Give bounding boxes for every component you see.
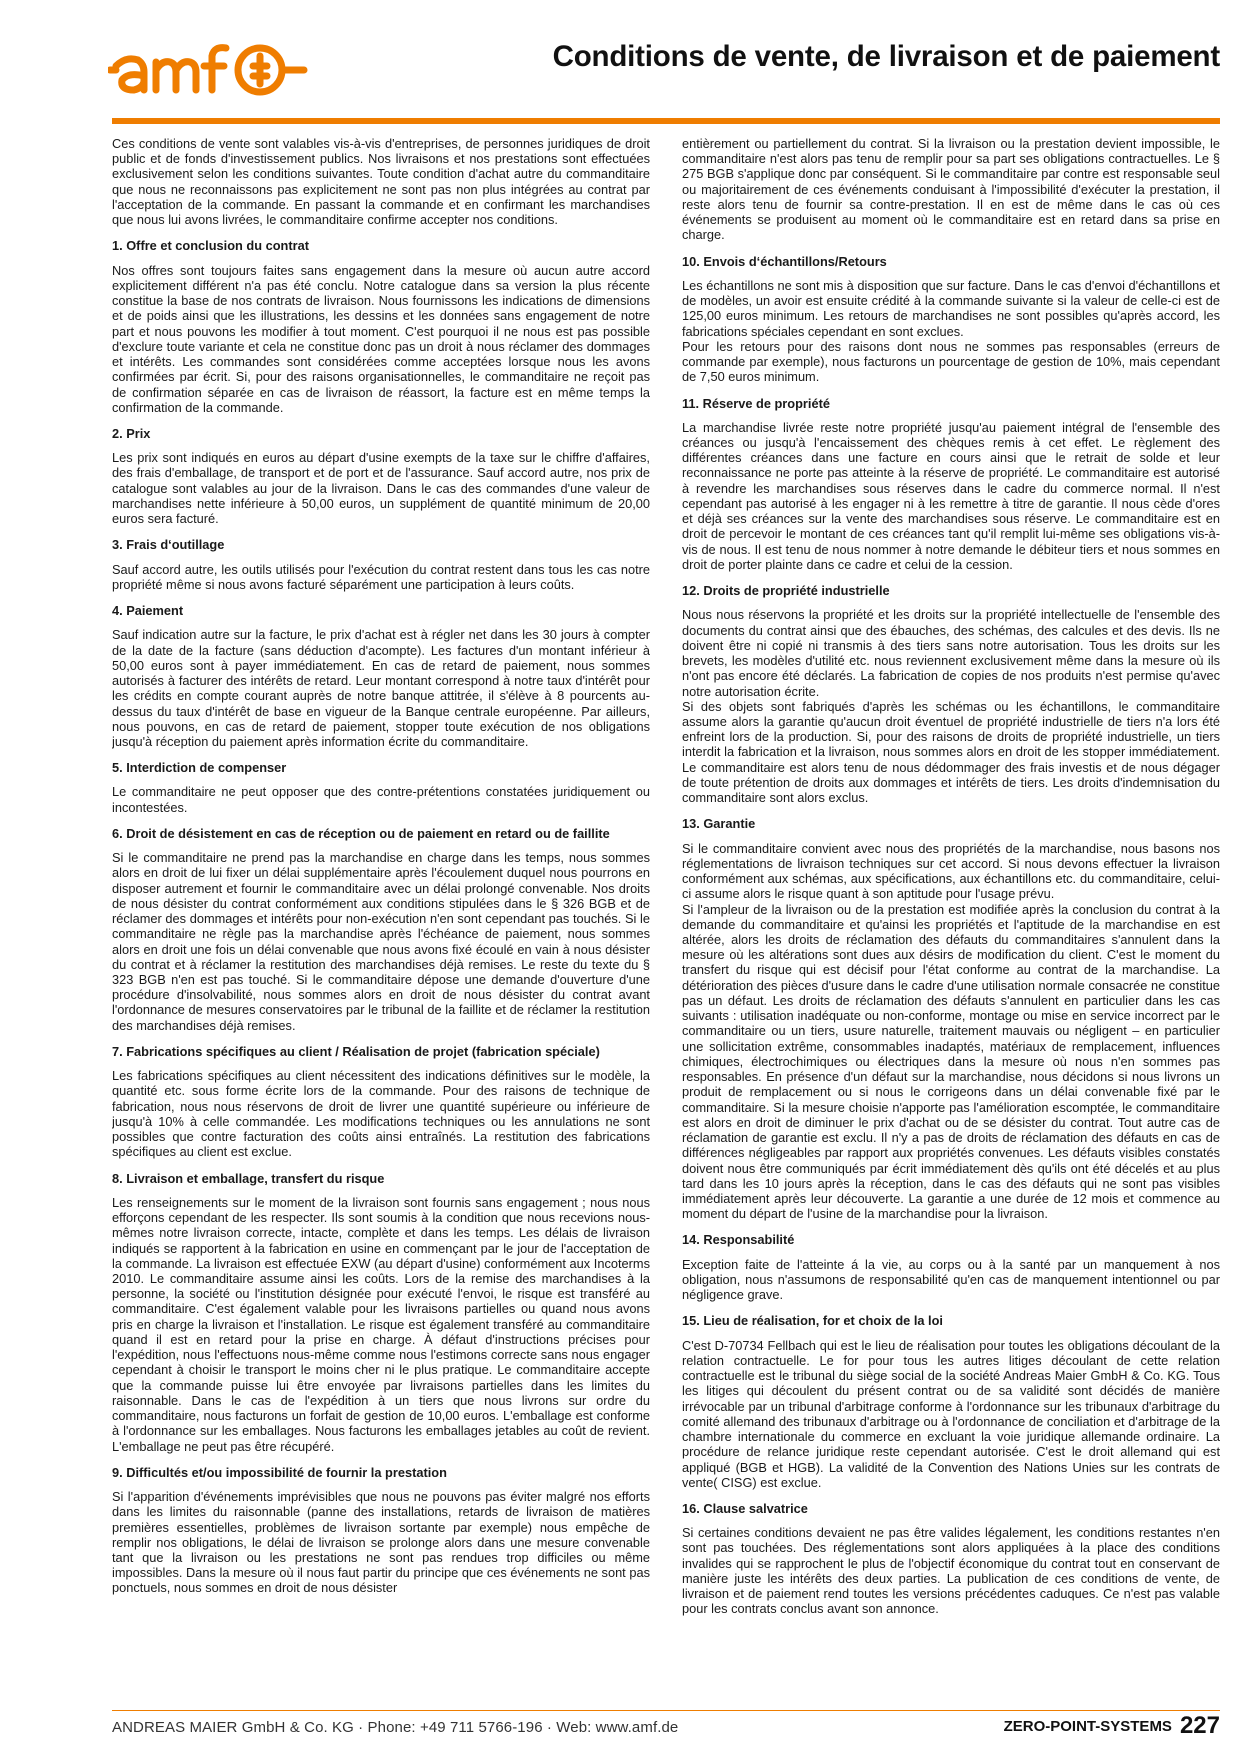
- section-paragraph: Les fabrications spécifiques au client nécessitent des indications définitives sur le modèle, la quantité etc. sous forme écrite lors de la commande. Pour des raisons de technique de fabrication, nous nous réservons de droit de livrer une quantité supérieure ou inférieure de jusqu'à 10% à celle commandée. Les modifications techniques ou les annulations ne sont possibles que contre facturation des coûts ainsi entraînés. La restitution des fabrications spécifiques au client est exclue.: [112, 1068, 650, 1160]
- section-paragraph: Sauf indication autre sur la facture, le prix d'achat est à régler net dans les 30 jours à compter de la date de la facture (sans déduction d'acompte). Les factures d'un montant inférieur à 50,00 euros sont à payer immédiatement. En cas de retard de paiement, nous sommes autorisés à facturer des intérêts de retard. Leur montant correspond à notre taux d'intérêt pour les crédits en compte courant auprès de notre banque attitrée, il s'élève à 8 pourcents au-dessus du taux d'intérêt de base en vigueur de la Banque centrale européenne. Par ailleurs, nous pouvons, en cas de retard de paiement, stopper toute exécution de nos obligations jusqu'à réception du paiement après information écrite du commanditaire.: [112, 627, 650, 749]
- section-paragraph: La marchandise livrée reste notre propriété jusqu'au paiement intégral de l'ensemble des créances ou jusqu'à l'encaissement des chèques remis à cet effet. Le règlement des différentes créances dans une facture en cours ainsi que le retrait de solde et leur reconnaissance ne porte pas atteinte à la réserve de propriété. Le commanditaire est autorisé à revendre les marchandises sous réserves dans le cadre du commerce normal. Il n'est cependant pas autorisé à les engager ni à les remettre à titre de garantie. Il nous cède d'ores et déjà ses créances sur la vente des marchandises sous réserve. Le commanditaire est en droit de percevoir le montant de ces créances tant qu'il remplit lui-même ses obligations vis-à-vis de nous. Il est tenu de nous nommer à notre demande le débiteur tiers et nous sommes en droit de porter plainte dans ce cadre et celui de la cession.: [682, 419, 1220, 572]
- brand-name: ZERO-POINT-SYSTEMS: [1003, 1718, 1172, 1735]
- section-paragraph: Exception faite de l'atteinte á la vie, au corps ou à la santé par un manquement à nos obligation, nous n'assumons de responsabilité qu'en cas de manquement intentionnel ou par négligence grave.: [682, 1256, 1220, 1303]
- section-paragraph: Si l'apparition d'événements imprévisibles que nous ne pouvons pas éviter malgré nos efforts dans les limites du raisonnable (panne des installations, retards de livraison de matières premières essentielles, problèmes de livraison sortante par exemple) nous empêche de remplir nos obligations, le délai de livraison se prolonge alors dans une mesure convenable tant que la livraison ou les prestations ne sont pas rendues trop difficiles ou même impossibles. Dans la mesure où il nous faut partir du principe que ces événements ne sont pas ponctuels, nous sommes en droit de nous désister: [112, 1489, 650, 1596]
- section-paragraph: Pour les retours pour des raisons dont nous ne sommes pas responsables (erreurs de commande par exemple), nous facturons un pourcentage de gestion de 10%, mais cependant de 7,50 euros minimum.: [682, 338, 1220, 385]
- section-paragraph: Les renseignements sur le moment de la livraison sont fournis sans engagement ; nous nous efforçons cependant de les respecter. Ils sont soumis à la condition que nous recevions nous-mêmes notre livraison correcte, intacte, complète et dans les temps. Les délais de livraison indiqués se rapportent à la fabrication en usine en commençant par le jour de l'acceptation de la commande. La livraison est effectuée EXW (au départ d'usine) conformément aux Incoterms 2010. Le commanditaire assume ainsi les coûts. Lors de la remise des marchandises à la personne, la société ou l'institution désignée pour exécuté l'envoi, le risque est transféré au commanditaire. C'est également valable pour les livraisons partielles ou quand nous avons pris en charge la livraison et l'installation. Le risque est également transféré au commanditaire quand il est en retard pour la prise en charge. À défaut d'instructions précises pour l'expédition, nous l'effectuons nous-même comme nous l'estimons correcte sans nous engager cependant à choisir le transport le moins cher ni le plus pratique. Le commanditaire accepte que la commande puisse lui être envoyée par livraisons partielles dans les limites du raisonnable. Dans le cas de l'expédition à un tiers que nous livrons sur ordre du commanditaire, nous facturons un forfait de gestion de 10,00 euros. L'emballage est conforme à l'ordonnance sur les emballages. Nous facturons les emballages jetables au coût de revient. L'emballage ne peut pas être récupéré.: [112, 1194, 650, 1454]
- right-column: [682, 136, 1220, 1690]
- section-heading: 3. Frais d‘outillage: [112, 537, 225, 553]
- page-number: 227: [1179, 1712, 1220, 1739]
- section-paragraph: Nos offres sont toujours faites sans engagement dans la mesure où aucun autre accord explicitement différent n'a pas été conclu. Notre catalogue dans sa version la plus récente constitue la base de nos contrats de livraison. Nous fournissons les indications de dimensions et de poids ainsi que les illustrations, les dessins et les données sans engagement de notre part et nous pouvons les modifier à tout moment. C'est pourquoi il ne nous est pas possible d'exclure toute variante et cela ne constitue donc pas un droit à nous réclamer des dommages et intérêts. Les commandes sont considérées comme acceptées lorsque nous les avons confirmées par écrit. Si, pour des raisons organisationnelles, le commanditaire ne reçoit pas de confirmation séparée en cas de livraison de réassort, la facture est en même temps la confirmation de la commande.: [112, 262, 650, 415]
- section-heading: 16. Clause salvatrice: [682, 1500, 808, 1516]
- section-heading: 9. Difficultés et/ou impossibilité de fournir la prestation: [112, 1464, 447, 1480]
- section-heading: 11. Réserve de propriété: [682, 395, 830, 411]
- amf-logo: [108, 38, 308, 102]
- section-paragraph: Si le commanditaire ne prend pas la marchandise en charge dans les temps, nous sommes alors en droit de lui fixer un délai supplémentaire après l'écoulement duquel nous pourrons en disposer autrement et fournir le commanditaire avec un délai prolongé convenable. Nos droits de nous désister du contrat conformément aux conditions stipulées dans le § 326 BGB et de réclamer des dommages et intérêts pour non-exécution n'en sont cependant pas touchés. Si le commanditaire ne règle pas la marchandise après l'échéance de paiement, nous sommes alors en droit une fois un délai convenable que nous avons fixé écoulé en vain à nous désister du contrat et à réclamer la restitution des marchandises déjà remises. Le reste du texte du § 323 BGB n'en est pas touché. Si le commanditaire dépose une demande d'ouverture d'une procédure d'insolvabilité, nous sommes alors en droit de nous désister du contrat avant l'ordonnance de mesures conservatoires par le tribunal de la faillite et de réclamer la restitution des marchandises déjà remises.: [112, 850, 650, 1033]
- section-heading: 14. Responsabilité: [682, 1232, 795, 1248]
- section-heading: 1. Offre et conclusion du contrat: [112, 238, 309, 254]
- section-paragraph: Nous nous réservons la propriété et les droits sur la propriété intellectuelle de l'ensemble des documents du contrat ainsi que des ébauches, des schémas, des calcules et des devis. Ils ne doivent être ni copié ni transmis à des tiers sans notre autorisation. Tous les droits sur les brevets, les modèles d'utilité etc. nous reviennent exclusivement même dans la mesure où ils n'ont pas encore été déclarés. La fabrication de copies de nos produits n'est permise qu'avec notre autorisation écrite.: [682, 607, 1220, 699]
- page-header: [0, 0, 1240, 120]
- intro-paragraph: Ces conditions de vente sont valables vis-à-vis d'entreprises, de personnes juridiques de droit public et de fonds d'investissement publics. Nos livraisons et nos prestations sont effectuées exclusivement selon les conditions suivantes. Toute condition d'achat autre du commanditaire que nous ne reconnaissons pas explicitement ne sont pas non plus intégrées au contrat par l'acceptation de la commande. En passant la commande et en confirmant les marchandises que nous lui avons livrées, le commanditaire confirme accepter nos conditions.: [112, 136, 650, 228]
- section-paragraph: Les échantillons ne sont mis à disposition que sur facture. Dans le cas d'envoi d'échantillons et de modèles, un avoir est ensuite crédité à la commande suivante si la valeur de celle-ci est de 125,00 euros minimum. Les retours de marchandises ne sont possibles qu'après accord, les fabrications spéciales cependant en sont exclues.: [682, 277, 1220, 339]
- footer-company-info: ANDREAS MAIER GmbH & Co. KG · Phone: +49 711 5766-196 · Web: www.amf.de: [112, 1719, 679, 1736]
- section-heading: 4. Paiement: [112, 603, 184, 619]
- section-heading: 6. Droit de désistement en cas de réception ou de paiement en retard ou de faillite: [112, 825, 610, 841]
- footer-rule: [112, 1710, 1220, 1711]
- terms-columns: [112, 136, 1220, 1690]
- continuation-paragraph: entièrement ou partiellement du contrat. Si la livraison ou la prestation devient impossible, le commanditaire n'est alors pas tenu de remplir pour sa part ses obligations contractuelles. Le § 275 BGB s'applique donc par conséquent. Si le commanditaire par contre est responsable seul ou majoritairement de ces événements conduisant à l'impossibilité d'exécuter la prestation, il reste alors tenu de fournir sa contre-prestation. Il en est de même dans le cas où ces événements se produisent au moment où le commanditaire est en retard dans sa prise en charge.: [682, 136, 1220, 243]
- section-paragraph: Si l'ampleur de la livraison ou de la prestation est modifiée après la conclusion du contrat à la demande du commanditaire et qu'ainsi les propriétés et l'aptitude de la marchandise en est altérée, alors les droits de réclamation des défauts du commanditaires s'annulent dans la mesure où les altérations sont dues aux désirs de modification du client. C'est le moment du transfert du risque qui est décisif pour l'état conforme au contrat de la marchandise. La détérioration des pièces d'usure dans le cadre d'une utilisation normale consacrée ne constitue pas un défaut. Les droits de réclamation des défauts s'annulent en particulier dans les cas suivants : utilisation inadéquate ou non-conforme, montage ou mise en service incorrect par le commanditaire ou un tiers, usure naturelle, traitement mauvais ou négligent – en particulier une sollicitation extrême, consommables inadaptés, matériaux de remplacement, influences chimiques, électrochimiques ou électriques dans la mesure où nous n'en sommes pas responsables. En présence d'un défaut sur la marchandise, nous décidons si nous livrons un produit de remplacement ou si nous le corrigeons dans un délai convenable fixé par le commanditaire. Si la mesure choisie n'apporte pas l'amélioration escomptée, le commanditaire est alors en droit de diminuer le prix d'achat ou de se désister du contrat. Tout autre cas de réclamation de garantie est exclu. Il n'y a pas de droits de réclamation des défauts en cas de différences négligeables par rapport aux propriétés convenues. Les défauts visibles constatés doivent nous être communiqués par écrit immédiatement dès qu'ils ont été décelés et au plus tard dans les 10 jours après la réception, dans le cas des défauts qui ne sont pas visibles immédiatement après leur découverte. La garantie a une durée de 12 mois et commence au moment du départ de l'usine de la marchandise pour la livraison.: [682, 901, 1220, 1222]
- section-heading: 8. Livraison et emballage, transfert du risque: [112, 1170, 385, 1186]
- section-heading: 2. Prix: [112, 425, 151, 441]
- section-paragraph: Sauf accord autre, les outils utilisés pour l'exécution du contrat restent dans tous les cas notre propriété même si nous avons facturé séparément une participation à leurs coûts.: [112, 561, 650, 592]
- section-heading: 10. Envois d‘échantillons/Retours: [682, 253, 887, 269]
- section-paragraph: C'est D-70734 Fellbach qui est le lieu de réalisation pour toutes les obligations découlant de la relation contractuelle. Le for pour tous les autres litiges découlant de cette relation contractuelle est le tribunal du siège social de la société Andreas Maier GmbH & Co. KG. Tous les litiges qui découlent du présent contrat ou de sa validité sont décidés de manière irrévocable par un tribunal d'arbitrage conforme à l'ordonnance sur les tribunaux d'arbitrage du comité allemand des tribunaux d'arbitrage ou à l'ordonnance de conciliation et d'arbitrage de la chambre internationale du commerce en excluant la voie juridique allemande ordinaire. La procédure de relance juridique reste cependant autorisée. C'est le droit allemand qui est appliqué (BGB et HGB). La validité de la Convention des Nations Unies sur les contrats de vente( CISG) est exclue.: [682, 1337, 1220, 1490]
- section-paragraph: Le commanditaire ne peut opposer que des contre-prétentions constatées juridiquement ou incontestées.: [112, 784, 650, 815]
- footer-brand: [1004, 1712, 1220, 1740]
- section-heading: 5. Interdiction de compenser: [112, 760, 287, 776]
- section-paragraph: Les prix sont indiqués en euros au départ d'usine exempts de la taxe sur le chiffre d'affaires, des frais d'emballage, de transport et de port et de l'assurance. Sauf accord autre, nos prix de catalogue sont valables au jour de la livraison. Dans le cas des commandes d'une valeur de marchandises nette inférieure à 50,00 euros, un supplément de quantité minimum de 20,00 euros sera facturé.: [112, 450, 650, 527]
- header-rule: [112, 118, 1220, 124]
- section-heading: 13. Garantie: [682, 816, 756, 832]
- section-heading: 15. Lieu de réalisation, for et choix de la loi: [682, 1313, 943, 1329]
- section-paragraph: Si des objets sont fabriqués d'après les schémas ou les échantillons, le commanditaire assume alors la garantie qu'aucun droit éventuel de propriété industrielle de tiers n'a lors été enfreint lors de la production. Si, pour des raisons de droits de propriété industrielle, un tiers interdit la fabrication et la livraison, nous sommes alors en droit de les stopper immédiatement. Le commanditaire est alors tenu de nous dédommager des frais investis et de nous dégager de toute prétention de droits aux dommages et intérêts de tiers. Les droits d'indemnisation du commanditaire sont alors exclus.: [682, 698, 1220, 806]
- section-heading: 12. Droits de propriété industrielle: [682, 583, 890, 599]
- section-paragraph: Si le commanditaire convient avec nous des propriétés de la marchandise, nous basons nos réglementations de livraison techniques sur cet accord. Si nous devons effectuer la livraison conformément aux schémas, aux spécifications, aux échantillons etc. du commanditaire, celui-ci assume alors le risque quant à son aptitude pour l'usage prévu.: [682, 840, 1220, 902]
- page-title: Conditions de vente, de livraison et de paiement: [552, 40, 1220, 73]
- section-heading: 7. Fabrications spécifiques au client / Réalisation de projet (fabrication spéciale): [112, 1043, 600, 1059]
- left-column: [112, 136, 650, 1690]
- section-paragraph: Si certaines conditions devaient ne pas être valides légalement, les conditions restantes n'en sont pas touchées. Des réglementations sont alors appliquées à la place des conditions invalides qui se rapprochent le plus de l'objectif économique du contrat tout en conservant de manière juste les intérêts des deux parties. La publication de ces conditions de vente, de livraison et de paiement rend toutes les versions précédentes caduques. Ce n'est pas valable pour les contrats conclus avant son annonce.: [682, 1525, 1220, 1617]
